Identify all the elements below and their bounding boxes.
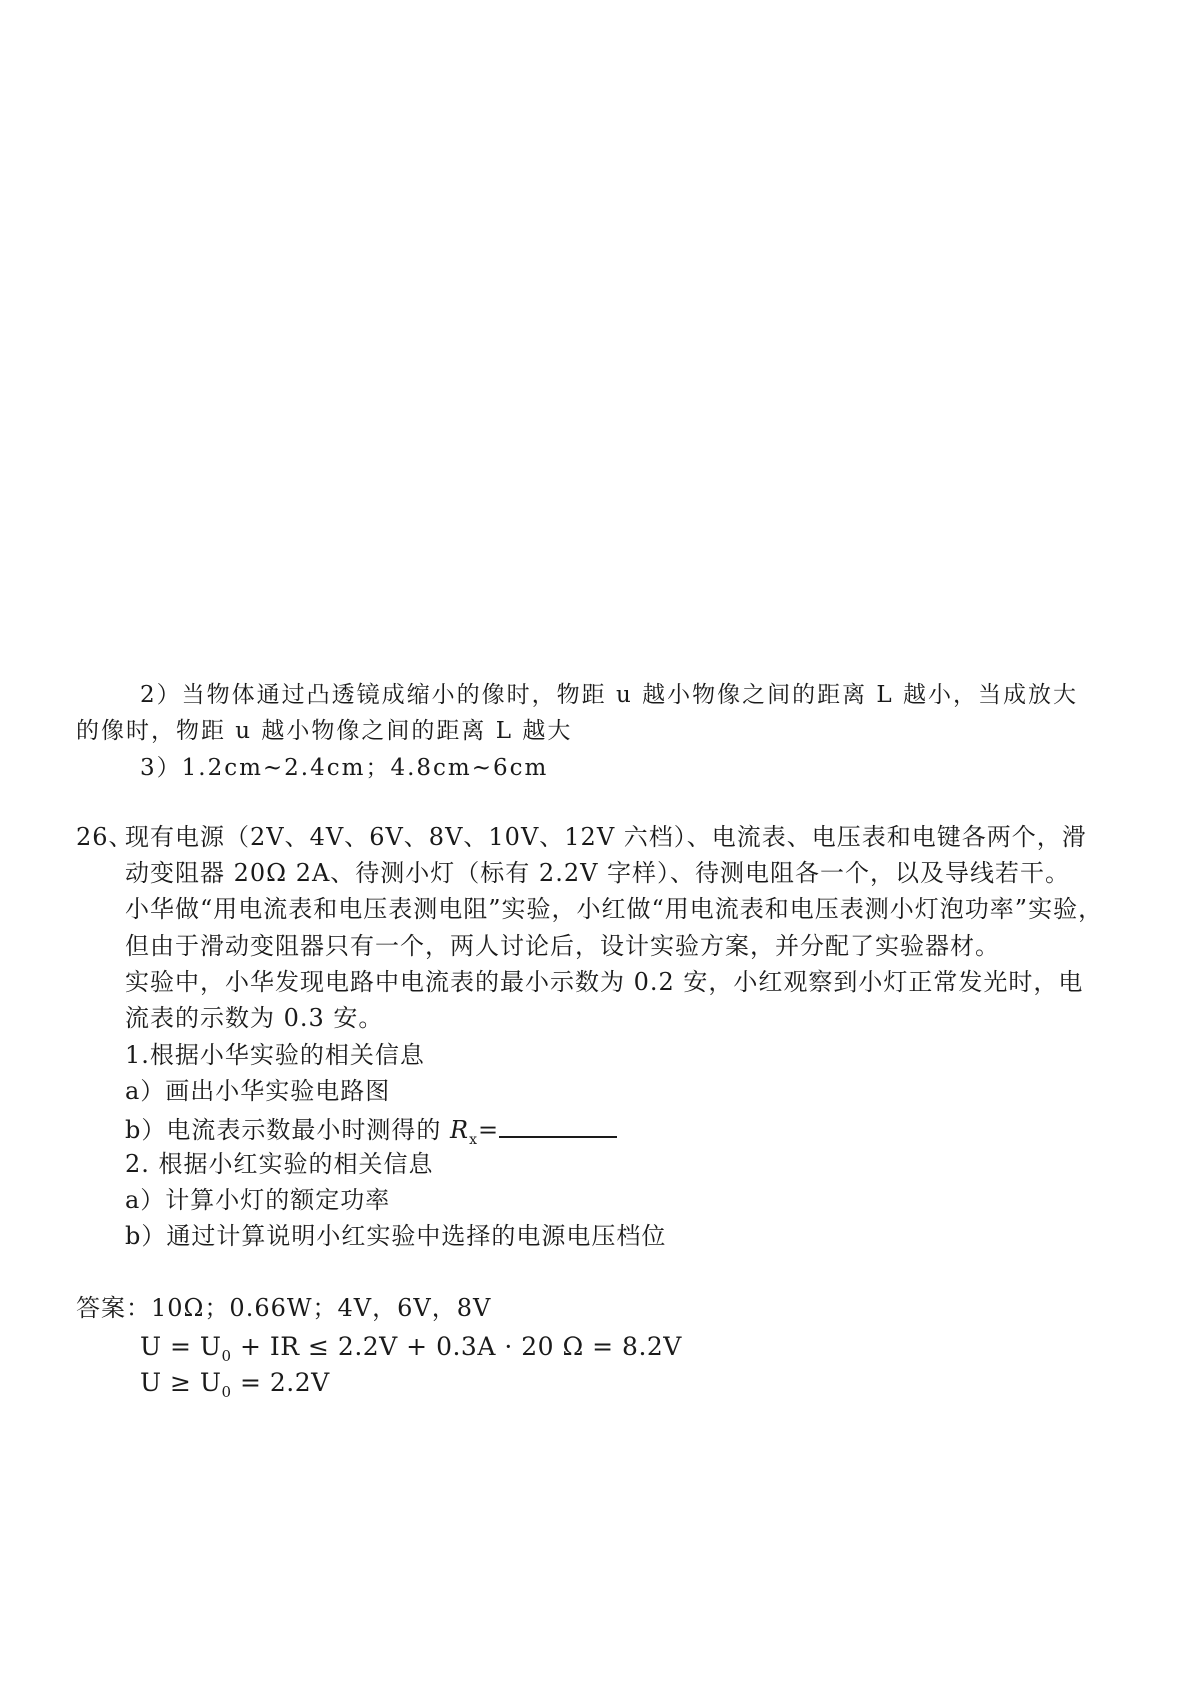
rx-letter: R bbox=[450, 1116, 470, 1144]
answer-label: 答案： bbox=[76, 1294, 151, 1322]
subquestion-2b: b）通过计算说明小红实验中选择的电源电压档位 bbox=[125, 1222, 667, 1250]
question-number: 26、 bbox=[76, 823, 134, 851]
subquestion-1-title: 1.根据小华实验的相关信息 bbox=[125, 1041, 425, 1069]
eq1-part-b: + IR ≤ 2.2V + 0.3A · 20 Ω = 8.2V bbox=[231, 1332, 682, 1361]
answer-part-2-line-2: 的像时，物距 u 越小物像之间的距离 L 越大 bbox=[76, 718, 573, 744]
eq1-part-a: U = U bbox=[140, 1332, 222, 1361]
question-line: 动变阻器 20Ω 2A、待测小灯（标有 2.2V 字样）、待测电阻各一个，以及导线若干。 bbox=[125, 859, 1071, 887]
answer-part-3: 3）1.2cm~2.4cm；4.8cm~6cm bbox=[140, 755, 549, 781]
answer-equation-1 bbox=[140, 1332, 682, 1371]
rx-subscript: x bbox=[469, 1131, 478, 1148]
question-line: 流表的示数为 0.3 安。 bbox=[125, 1004, 384, 1032]
eq2-subscript: 0 bbox=[221, 1383, 232, 1401]
answer-text: 10Ω；0.66W；4V，6V，8V bbox=[151, 1294, 492, 1322]
eq1-subscript: 0 bbox=[221, 1347, 232, 1365]
subquestion-2-title: 2. 根据小红实验的相关信息 bbox=[125, 1150, 434, 1178]
answer-part-2-line-1: 2）当物体通过凸透镜成缩小的像时，物距 u 越小物像之间的距离 L 越小，当成放大 bbox=[140, 682, 1078, 708]
question-line: 小华做“用电流表和电压表测电阻”实验，小红做“用电流表和电压表测小灯泡功率”实验， bbox=[125, 895, 1104, 923]
rx-variable bbox=[450, 1116, 478, 1148]
question-line: 现有电源（2V、4V、6V、8V、10V、12V 六档）、电流表、电压表和电键各两个，滑 bbox=[125, 823, 1087, 851]
eq2-part-a: U ≥ U bbox=[140, 1368, 222, 1397]
answer-line bbox=[76, 1293, 491, 1323]
question-line: 实验中，小华发现电路中电流表的最小示数为 0.2 安，小红观察到小灯正常发光时，电 bbox=[125, 968, 1084, 996]
question-line: 但由于滑动变阻器只有一个，两人讨论后，设计实验方案，并分配了实验器材。 bbox=[125, 932, 1000, 960]
answer-equation-2 bbox=[140, 1368, 330, 1407]
rx-equals: = bbox=[477, 1116, 500, 1144]
subquestion-1b-text: b）电流表示数最小时测得的 bbox=[125, 1116, 450, 1144]
eq2-part-b: = 2.2V bbox=[231, 1368, 330, 1397]
subquestion-1a: a）画出小华实验电路图 bbox=[125, 1077, 391, 1105]
subquestion-2a: a）计算小灯的额定功率 bbox=[125, 1186, 391, 1214]
answer-blank[interactable] bbox=[499, 1112, 617, 1138]
